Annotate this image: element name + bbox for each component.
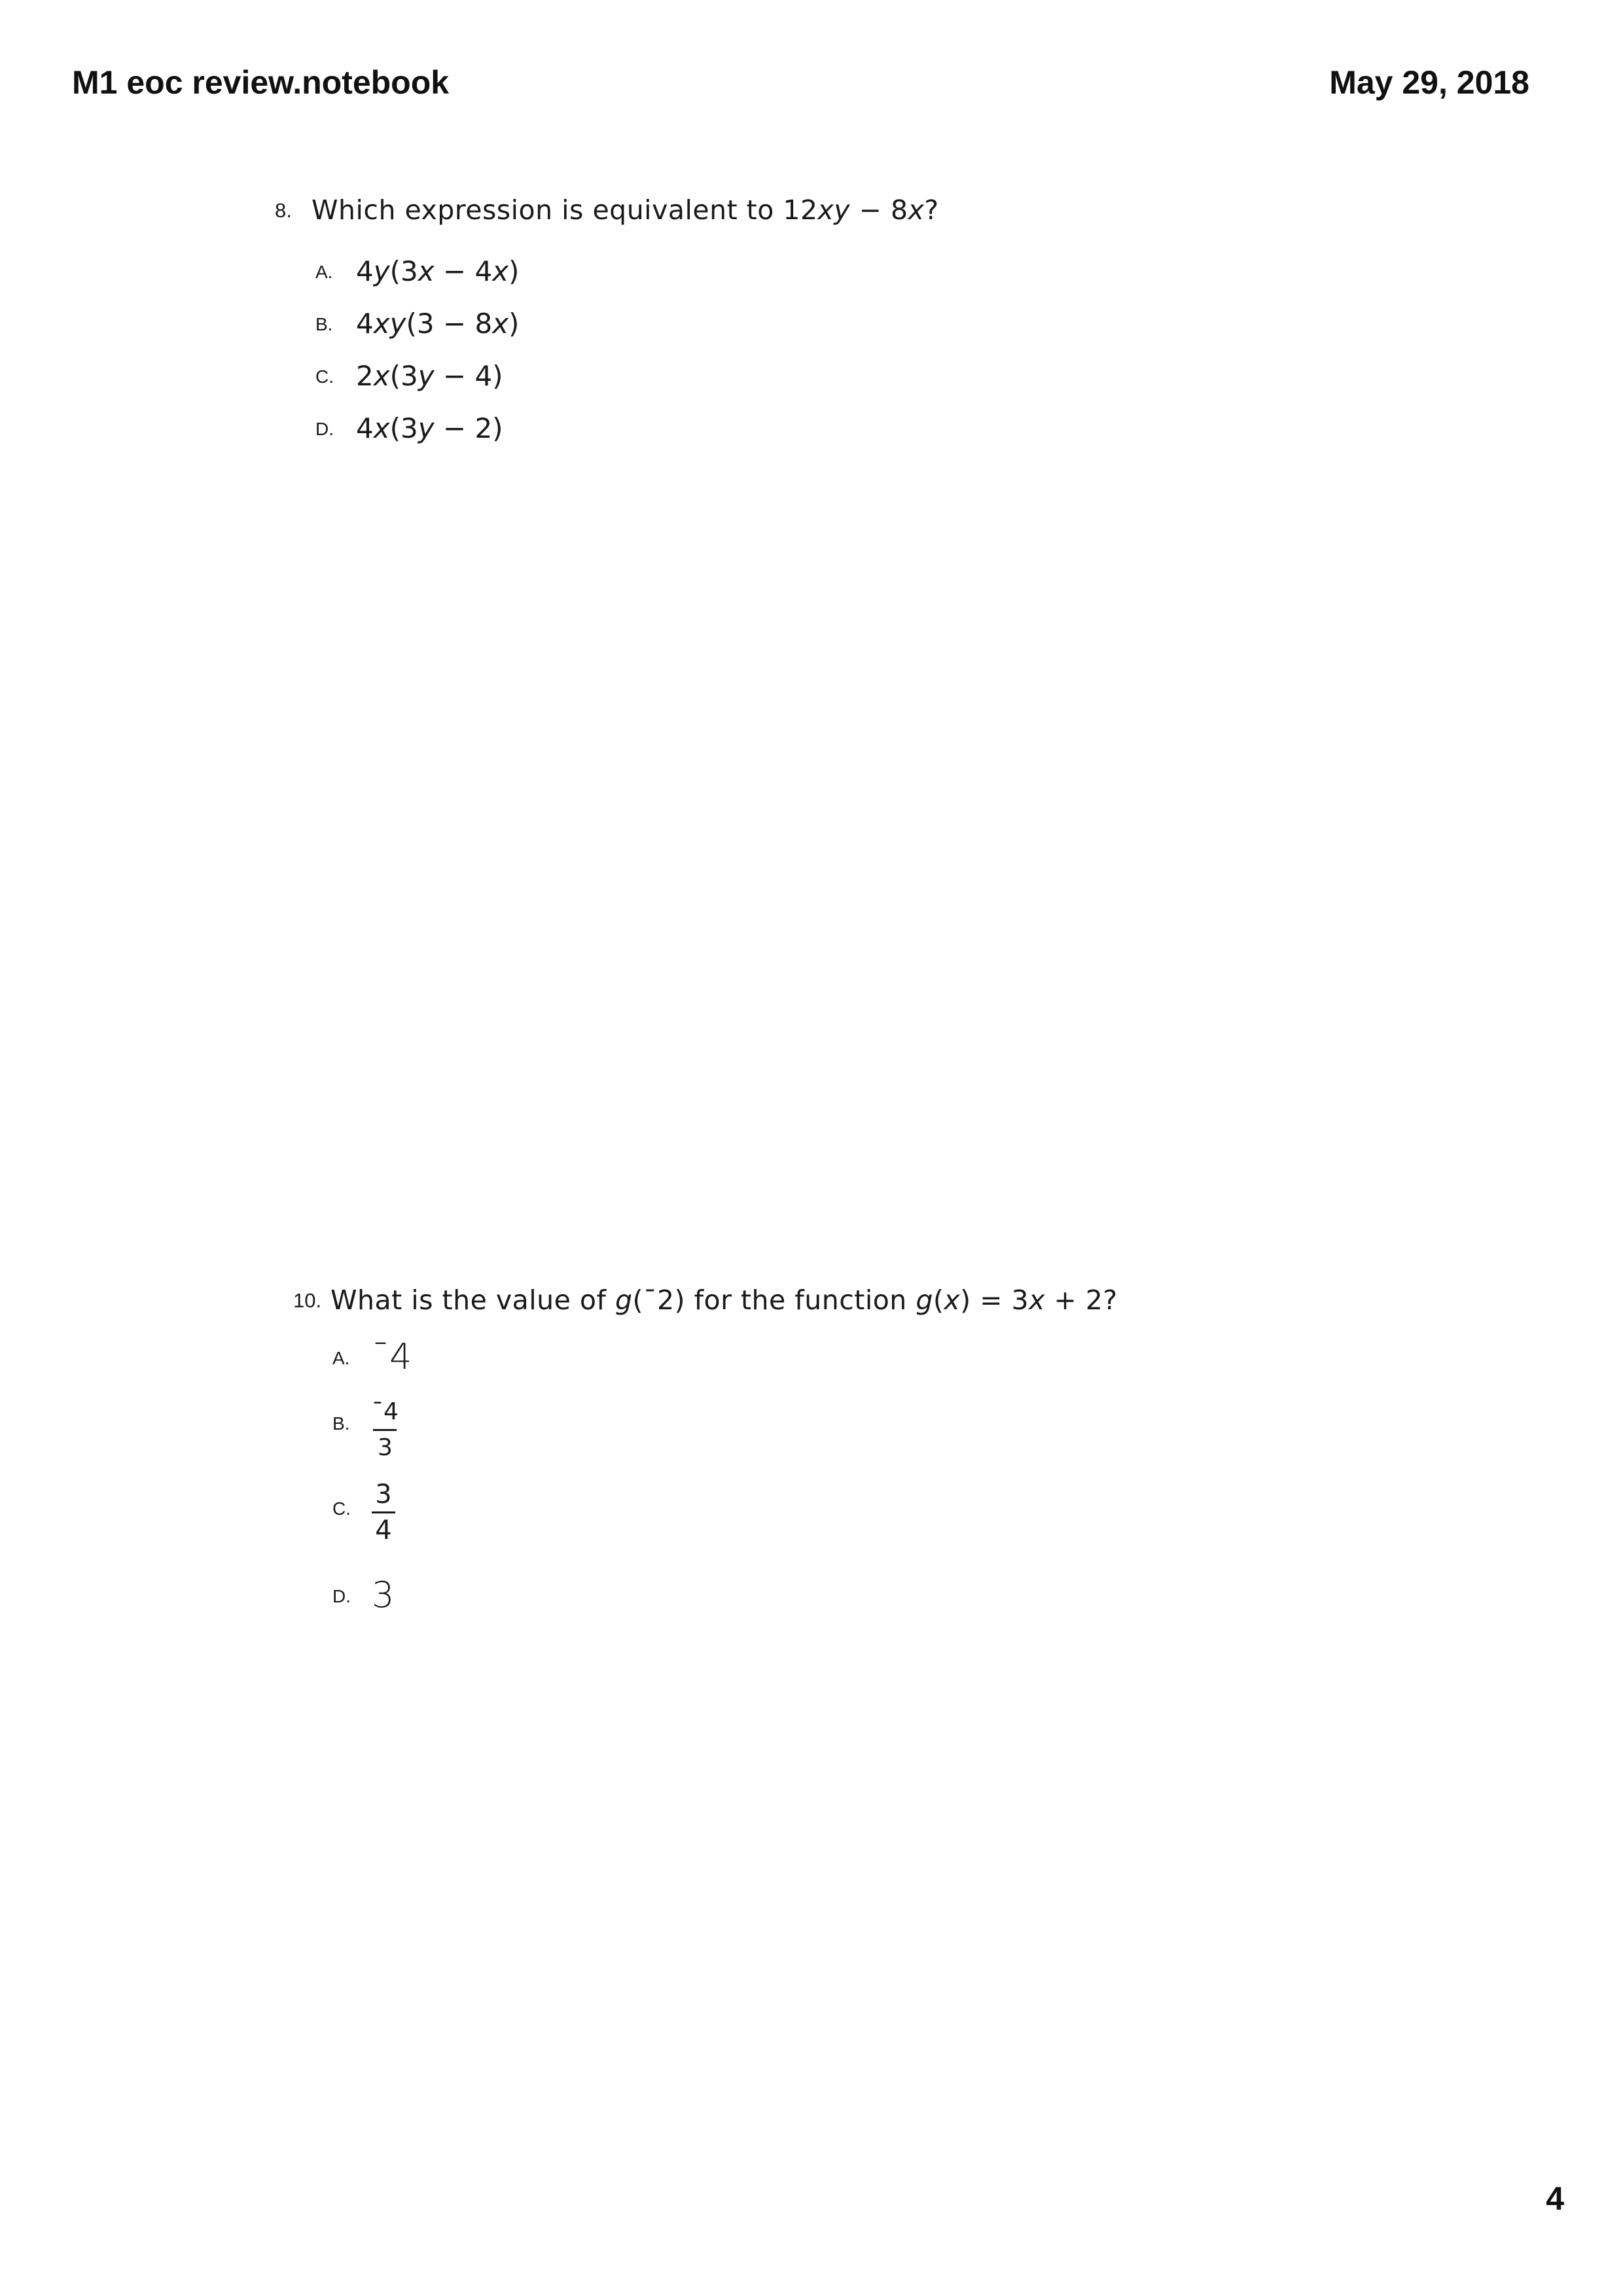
option-value: ¯4 bbox=[372, 1336, 412, 1377]
question-text: Which expression is equivalent to 12xy − 8x? bbox=[312, 194, 939, 226]
fraction-denominator: 4 bbox=[375, 1515, 392, 1545]
fraction bbox=[372, 1481, 395, 1544]
question-number: 10. bbox=[293, 1289, 322, 1312]
option-letter: D. bbox=[315, 419, 334, 439]
option-letter: A. bbox=[332, 1348, 350, 1368]
option-value: 3 bbox=[372, 1574, 395, 1616]
fraction-bar bbox=[372, 1511, 395, 1513]
fraction-denominator: 3 bbox=[378, 1434, 393, 1461]
page-number: 4 bbox=[1546, 2180, 1564, 2217]
option-letter: D. bbox=[332, 1586, 351, 1606]
option-letter: C. bbox=[315, 366, 334, 387]
fraction bbox=[372, 1399, 399, 1461]
notebook-title: M1 eoc review.notebook bbox=[72, 64, 450, 101]
question-number: 8. bbox=[275, 199, 292, 222]
option-value: 2x(3y − 4) bbox=[356, 360, 503, 392]
fraction-numerator: ¯4 bbox=[372, 1398, 399, 1425]
option-letter: C. bbox=[332, 1498, 351, 1519]
option-letter: B. bbox=[315, 314, 333, 334]
question-text: What is the value of g(¯2) for the function g(x) = 3x + 2? bbox=[330, 1284, 1118, 1316]
page-date: May 29, 2018 bbox=[1329, 64, 1529, 101]
option-letter: A. bbox=[315, 262, 333, 282]
option-value: 4y(3x − 4x) bbox=[356, 255, 520, 287]
fraction-numerator: 3 bbox=[375, 1479, 392, 1510]
fraction-bar bbox=[373, 1429, 397, 1431]
option-letter: B. bbox=[332, 1413, 350, 1434]
option-value: 4xy(3 − 8x) bbox=[356, 308, 520, 340]
option-value: 4x(3y − 2) bbox=[356, 412, 503, 444]
